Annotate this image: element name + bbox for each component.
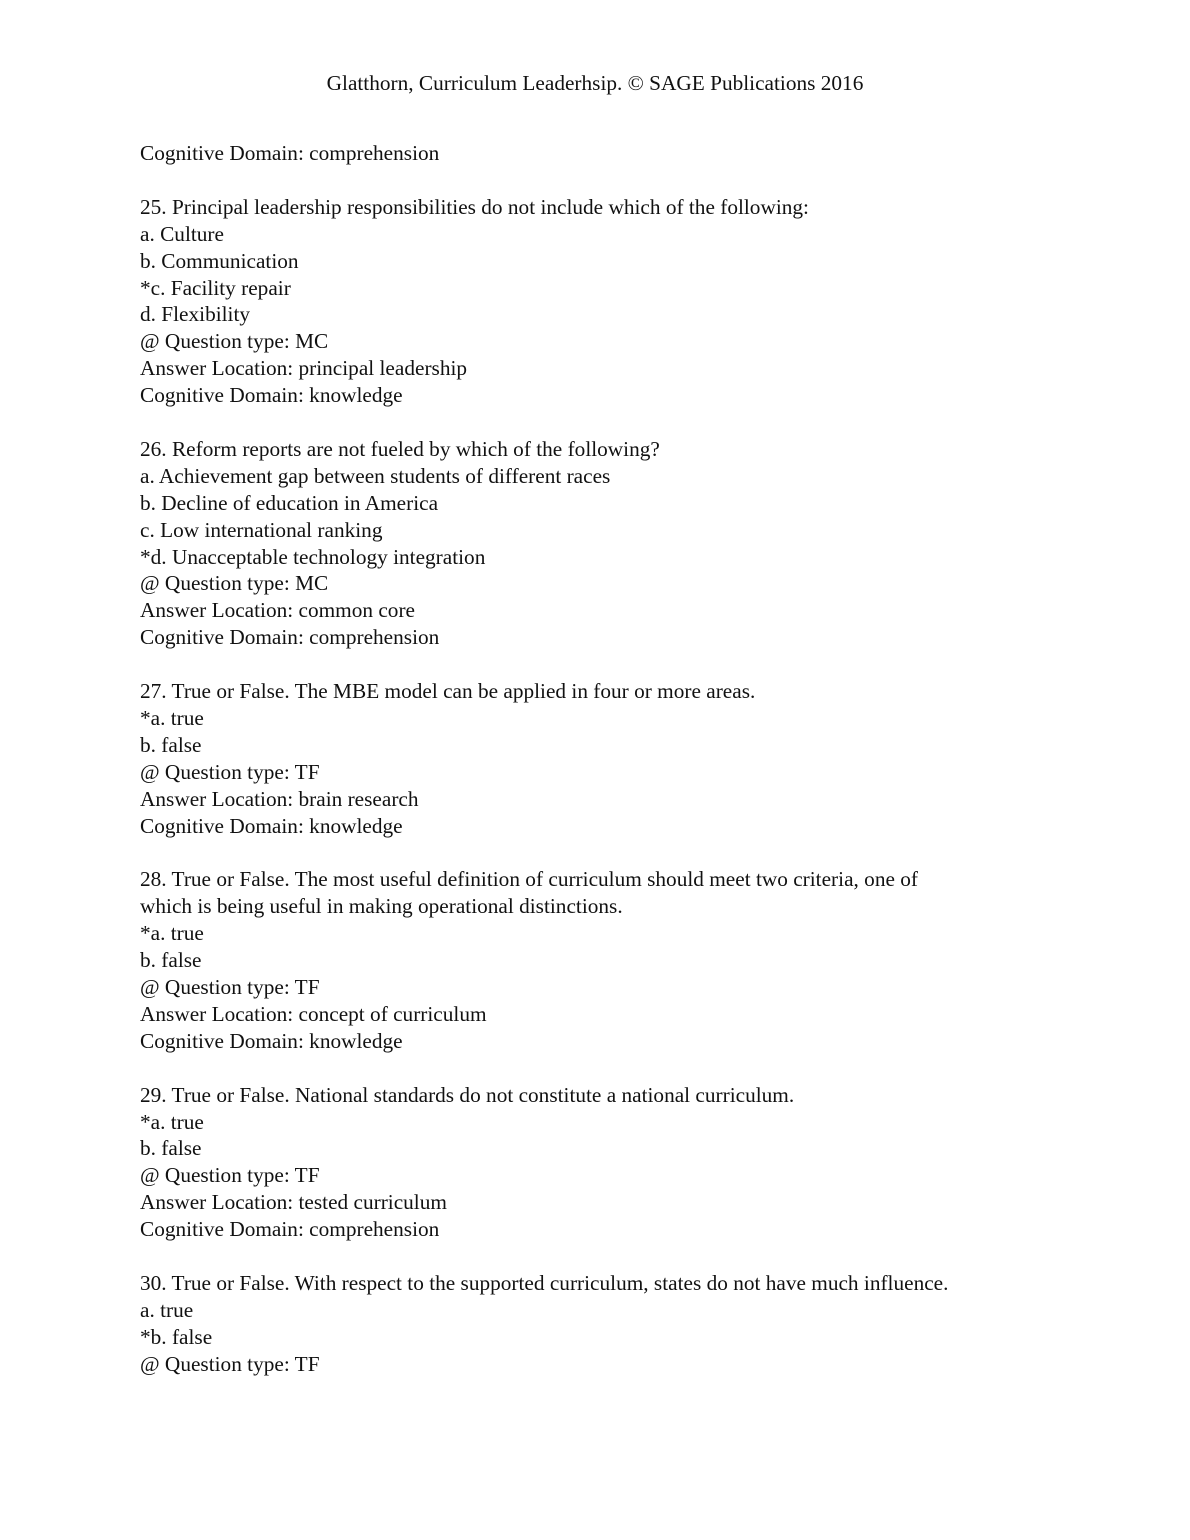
answer-option: c. Low international ranking bbox=[140, 517, 383, 542]
question-text-line-1: 28. True or False. The most useful definition of curriculum should meet two criteria, one of bbox=[140, 867, 918, 892]
question-25 bbox=[140, 194, 1040, 409]
answer-option: *b. false bbox=[140, 1324, 213, 1349]
answer-option: *a. true bbox=[140, 921, 204, 946]
answer-location: Answer Location: brain research bbox=[140, 786, 419, 811]
question-text: 29. True or False. National standards do not constitute a national curriculum. bbox=[140, 1082, 795, 1107]
spacer bbox=[140, 1243, 1040, 1270]
question-type: @ Question type: TF bbox=[140, 1163, 320, 1188]
cognitive-domain: Cognitive Domain: knowledge bbox=[140, 1028, 403, 1053]
question-text-line-2: which is being useful in making operational distinctions. bbox=[140, 894, 623, 919]
answer-option: b. Decline of education in America bbox=[140, 490, 439, 515]
spacer bbox=[140, 840, 1040, 867]
question-28 bbox=[140, 866, 1040, 1054]
spacer bbox=[140, 409, 1040, 436]
question-type: @ Question type: MC bbox=[140, 329, 329, 354]
answer-option: b. false bbox=[140, 732, 202, 757]
page-header: Glatthorn, Curriculum Leaderhsip. © SAGE Publications 2016 bbox=[326, 71, 864, 95]
answer-option: a. Achievement gap between students of different races bbox=[140, 463, 611, 488]
answer-option: *a. true bbox=[140, 705, 204, 730]
question-type: @ Question type: TF bbox=[140, 1351, 320, 1376]
question-list bbox=[140, 140, 1040, 1378]
answer-option: b. false bbox=[140, 1136, 202, 1161]
answer-location: Answer Location: tested curriculum bbox=[140, 1190, 447, 1215]
question-text: 25. Principal leadership responsibilities do not include which of the following: bbox=[140, 194, 809, 219]
question-type: @ Question type: TF bbox=[140, 759, 320, 784]
question-type: @ Question type: TF bbox=[140, 975, 320, 1000]
answer-location: Answer Location: concept of curriculum bbox=[140, 1001, 487, 1026]
question-text: 26. Reform reports are not fueled by which of the following? bbox=[140, 436, 660, 461]
question-30 bbox=[140, 1270, 1040, 1378]
cognitive-domain: Cognitive Domain: comprehension bbox=[140, 1217, 440, 1242]
question-text: 30. True or False. With respect to the supported curriculum, states do not have much influence. bbox=[140, 1270, 949, 1295]
spacer bbox=[140, 1055, 1040, 1082]
cognitive-domain: Cognitive Domain: knowledge bbox=[140, 813, 403, 838]
answer-option: a. true bbox=[140, 1297, 194, 1322]
question-27 bbox=[140, 678, 1040, 839]
cognitive-domain-line: Cognitive Domain: comprehension bbox=[140, 141, 440, 165]
cognitive-domain: Cognitive Domain: comprehension bbox=[140, 625, 440, 650]
question-text: 27. True or False. The MBE model can be applied in four or more areas. bbox=[140, 679, 756, 704]
answer-option: *c. Facility repair bbox=[140, 275, 291, 300]
spacer bbox=[140, 167, 1040, 194]
cognitive-domain: Cognitive Domain: knowledge bbox=[140, 383, 403, 408]
answer-option: b. Communication bbox=[140, 248, 299, 273]
answer-option: *d. Unacceptable technology integration bbox=[140, 544, 486, 569]
question-26 bbox=[140, 436, 1040, 651]
question-29 bbox=[140, 1082, 1040, 1243]
answer-option: a. Culture bbox=[140, 221, 224, 246]
answer-option: d. Flexibility bbox=[140, 302, 251, 327]
answer-option: *a. true bbox=[140, 1109, 204, 1134]
answer-location: Answer Location: principal leadership bbox=[140, 356, 468, 381]
question-type: @ Question type: MC bbox=[140, 571, 329, 596]
answer-location: Answer Location: common core bbox=[140, 598, 415, 623]
spacer bbox=[140, 651, 1040, 678]
answer-option: b. false bbox=[140, 948, 202, 973]
